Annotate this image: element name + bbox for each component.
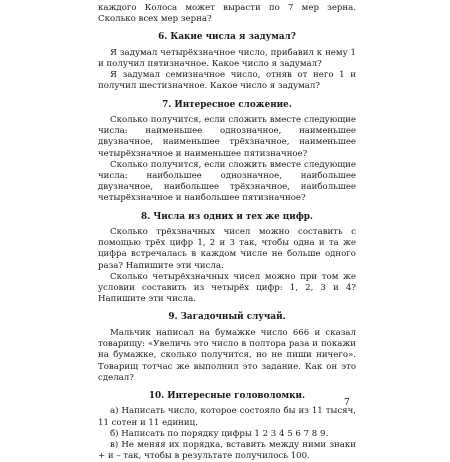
section-7-paragraph-2: Сколько получится, если сложить вместе следующие числа: наибольшее однозначное, наибольшее двузначное, наибольшее трёхзначное, наибольшее четырёхзначное и наибольшее пятизначное? (98, 159, 356, 204)
section-10-paragraph-b: б) Написать по порядку цифры 1 2 3 4 5 6 7 8 9. (110, 428, 329, 439)
page-content (98, 3, 356, 462)
section-8-paragraph-2: Сколько четырёхзначных чисел можно при том же условии составить из четырёх цифр: 1, 2, 3 и 4? Напишите эти числа. (98, 271, 356, 305)
section-10-heading: 10. Интересные головоломки. (148, 390, 306, 401)
section-9-heading: 9. Загадочный случай. (168, 312, 286, 323)
section-10-paragraph-c: в) Не меняя их порядка, вставить между ними знаки + и – так, чтобы в результате получилось 100. (98, 439, 356, 462)
section-8-heading: 8. Числа из одних и тех же цифр. (141, 211, 313, 222)
page-number: 7 (344, 398, 350, 408)
section-7-heading: 7. Интересное сложение. (162, 99, 292, 110)
section-9-paragraph-1: Мальчик написал на бумажке число 666 и сказал товарищу: «Увеличь это число в полтора раза и покажи на бумажке, сколько получится, но не пиши ничего». Товарищ тотчас же выполнил это задание. Как он это сделал? (98, 327, 356, 383)
section-7-paragraph-1: Сколько получится, если сложить вместе следующие числа: наименьшее однозначное, наименьшее двузначное, наименьшее трёхзначное, наименьшее четырёхзначное и наименьшее пятизначное? (98, 115, 356, 159)
intro-paragraph: каждого Колоса может вырасти по 7 мер зерна. Сколько всех мер зерна? (98, 3, 356, 25)
section-6-paragraph-1: Я задумал четырёхзначное число, прибавил к нему 1 и получил пятизначное. Какое число я задумал? (98, 47, 356, 70)
section-10-paragraph-a: а) Написать число, которое состояло бы из 11 тысяч, 11 сотен и 11 единиц. (98, 406, 356, 428)
section-6-paragraph-2: Я задумал семизначное число, отняв от него 1 и получил шестизначное. Какое число я задумал? (98, 70, 356, 92)
section-6-heading: 6. Какие числа я задумал? (158, 32, 296, 43)
section-8-paragraph-1: Сколько трёхзначных чисел можно составить с помощью трёх цифр 1, 2 и 3 так, чтобы одна и та же цифра встречалась в каждом числе не больше одного раза? Напишите эти числа. (98, 227, 356, 271)
